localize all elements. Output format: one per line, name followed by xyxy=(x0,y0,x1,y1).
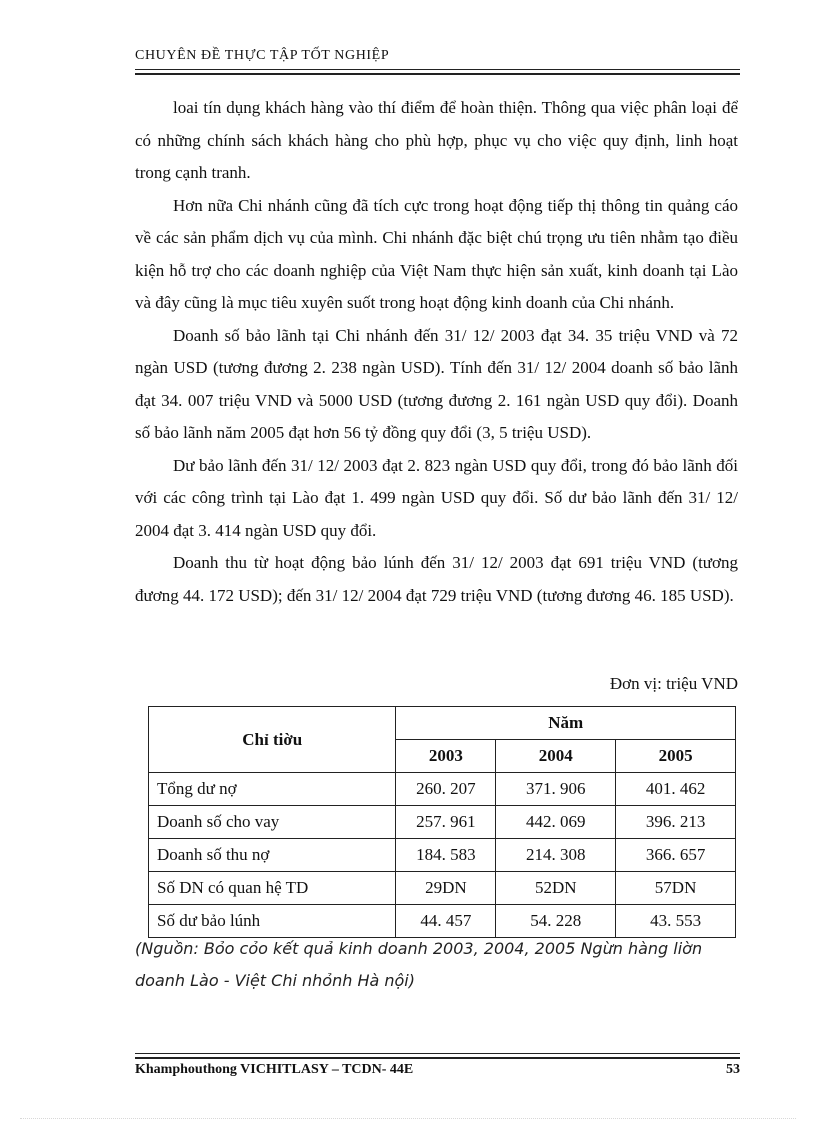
page-footer xyxy=(135,1053,740,1078)
cell-value: 184. 583 xyxy=(396,839,496,872)
cell-value: 442. 069 xyxy=(496,806,616,839)
footer-rule xyxy=(135,1053,740,1059)
row-label: Số dư bảo lúnh xyxy=(149,905,396,938)
cell-value: 52DN xyxy=(496,872,616,905)
cell-value: 44. 457 xyxy=(396,905,496,938)
cell-value: 43. 553 xyxy=(616,905,736,938)
header-year: 2003 xyxy=(396,740,496,773)
cell-value: 401. 462 xyxy=(616,773,736,806)
paragraph: Dư bảo lãnh đến 31/ 12/ 2003 đạt 2. 823 ngàn USD quy đổi, trong đó bảo lãnh đối với các công trình tại Lào đạt 1. 499 ngàn USD quy đổi. Số dư bảo lãnh đến 31/ 12/ 2004 đạt 3. 414 ngàn USD quy đổi. xyxy=(135,455,738,540)
table-row xyxy=(149,806,736,839)
row-label: Số DN có quan hệ TD xyxy=(149,872,396,905)
row-label: Doanh số cho vay xyxy=(149,806,396,839)
table-row xyxy=(149,872,736,905)
header-rule xyxy=(135,69,740,75)
paragraph: Doanh thu từ hoạt động bảo lúnh đến 31/ 12/ 2003 đạt 691 triệu VND (tương đương 44. 172 USD); đến 31/ 12/ 2004 đạt 729 triệu VND (tương đương 46. 185 USD). xyxy=(135,553,738,605)
paragraph: Doanh số bảo lãnh tại Chi nhánh đến 31/ 12/ 2003 đạt 34. 35 triệu VND và 72 ngàn USD (tương đương 2. 238 ngàn USD). Tính đến 31/ 12/ 2004 doanh số bảo lãnh đạt 34. 007 triệu VND và 5000 USD (tương đương 2. 161 ngàn USD quy đổi). Doanh số bảo lãnh năm 2005 đạt hơn 56 tỷ đồng quy đổi (3, 5 triệu USD). xyxy=(135,325,738,442)
cell-value: 366. 657 xyxy=(616,839,736,872)
row-label: Doanh số thu nợ xyxy=(149,839,396,872)
paragraph: loai tín dụng khách hàng vào thí điểm để hoàn thiện. Thông qua việc phân loại để có những chính sách khách hàng cho phù hợp, phục vụ cho việc quy định, linh hoạt trong cạnh tranh. xyxy=(135,98,738,182)
cell-value: 371. 906 xyxy=(496,773,616,806)
header-indicator: Chỉ tiờu xyxy=(149,707,396,773)
body-text xyxy=(135,92,738,612)
header-year: 2004 xyxy=(496,740,616,773)
page-header xyxy=(135,47,740,75)
paragraph: Hơn nữa Chi nhánh cũng đã tích cực trong hoạt động tiếp thị thông tin quảng cáo về các sản phẩm dịch vụ của mình. Chi nhánh đặc biệt chú trọng ưu tiên nhằm tạo điều kiện hỗ trợ cho các doanh nghiệp của Việt Nam thực hiện sản xuất, kinh doanh tại Lào và đây cũng là mục tiêu xuyên suốt trong hoạt động kinh doanh của Chi nhánh. xyxy=(135,195,738,312)
table-header-row xyxy=(149,707,736,740)
source-note: (Nguồn: Bỏo cỏo kết quả kinh doanh 2003, 2004, 2005 Ngừn hàng liờn doanh Lào - Việt Chi nhỏnh Hà nội) xyxy=(135,939,703,990)
table-row xyxy=(149,839,736,872)
cell-value: 57DN xyxy=(616,872,736,905)
unit-label: Đơn vị: triệu VND xyxy=(609,674,738,693)
cell-value: 29DN xyxy=(396,872,496,905)
header-year: 2005 xyxy=(616,740,736,773)
cell-value: 260. 207 xyxy=(396,773,496,806)
cell-value: 257. 961 xyxy=(396,806,496,839)
row-label: Tổng dư nợ xyxy=(149,773,396,806)
footer-author: Khamphouthong VICHITLASY – TCDN- 44E xyxy=(135,1062,414,1077)
cell-value: 214. 308 xyxy=(496,839,616,872)
data-table xyxy=(148,706,736,938)
page-number: 53 xyxy=(726,1062,740,1077)
cell-value: 54. 228 xyxy=(496,905,616,938)
table-row xyxy=(149,773,736,806)
page-edge xyxy=(20,1118,796,1119)
header-year-group: Năm xyxy=(396,707,736,740)
header-title: CHUYÊN ĐỀ THỰC TẬP TỐT NGHIỆP xyxy=(135,48,390,63)
cell-value: 396. 213 xyxy=(616,806,736,839)
